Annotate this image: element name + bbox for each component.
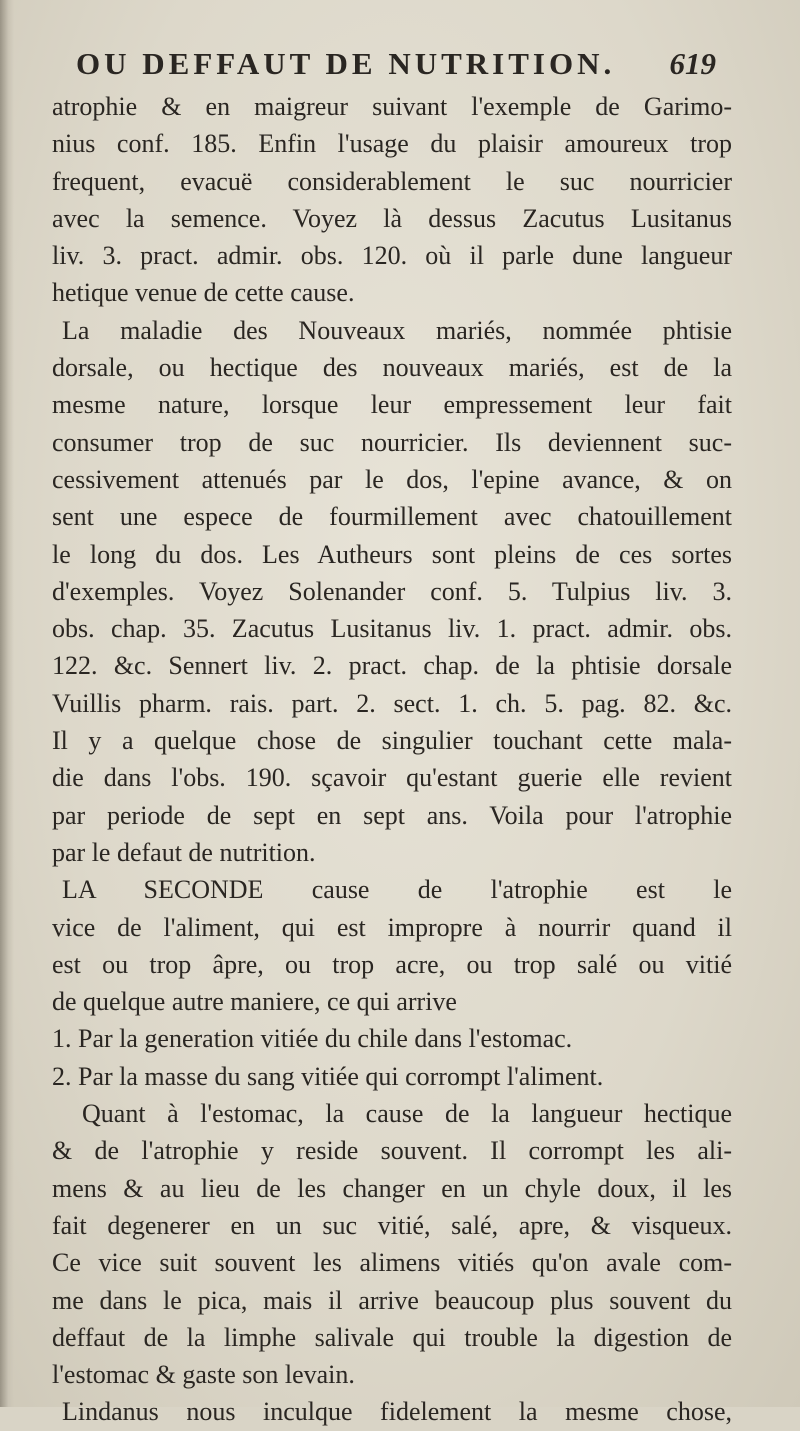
text-line: atrophie & en maigreur suivant l'exemple de Garimo- (52, 92, 732, 121)
text-line: consumer trop de suc nourricier. Ils deviennent suc- (52, 427, 732, 457)
text-line: avec la semence. Voyez là dessus Zacutus Lusitanus (52, 203, 732, 233)
text-line: die dans l'obs. 190. sçavoir qu'estant guerie elle revient (52, 763, 732, 793)
text-line: liv. 3. pract. admir. obs. 120. où il parle dune langueur (52, 241, 732, 271)
text-line: 1. Par la generation vitiée du chile dans l'estomac. (52, 1024, 573, 1054)
text-line: par periode de sept en sept ans. Voila pour l'atrophie (52, 800, 732, 830)
text-line: Lindanus nous inculque fidelement la mesme chose, (62, 1397, 732, 1427)
text-line: 2. Par la masse du sang vitiée qui corrompt l'aliment. (52, 1061, 604, 1091)
text-line: frequent, evacuë considerablement le suc nourricier (52, 166, 732, 196)
text-line: me dans le pica, mais il arrive beaucoup plus souvent du (52, 1285, 732, 1315)
text-line: nius conf. 185. Enfin l'usage du plaisir amoureux trop (52, 129, 732, 159)
running-header (76, 46, 716, 90)
text-line: dorsale, ou hectique des nouveaux mariés, est de la (52, 353, 732, 383)
text-line: deffaut de la limphe salivale qui trouble la digestion de (52, 1322, 732, 1352)
text-line: le long du dos. Les Autheurs sont pleins de ces sortes (52, 539, 732, 569)
running-title: OU DEFFAUT DE NUTRITION. (76, 46, 616, 81)
text-line: l'estomac & gaste son levain. (52, 1360, 355, 1390)
text-line: de quelque autre maniere, ce qui arrive (52, 987, 457, 1017)
text-line: hetique venue de cette cause. (52, 278, 355, 308)
text-line: d'exemples. Voyez Solenander conf. 5. Tulpius liv. 3. (52, 576, 732, 606)
page-gutter-shadow (0, 0, 14, 1407)
text-line: par le defaut de nutrition. (52, 837, 316, 867)
text-line: LA SECONDE cause de l'atrophie est le (62, 875, 732, 905)
text-line: Quant à l'estomac, la cause de la langueur hectique (82, 1099, 732, 1129)
page-number: 619 (669, 46, 716, 81)
text-line: sent une espece de fourmillement avec chatouillement (52, 502, 732, 532)
text-line: mesme nature, lorsque leur empressement leur fait (52, 390, 732, 420)
text-line: est ou trop âpre, ou trop acre, ou trop salé ou vitié (52, 949, 732, 979)
text-line: La maladie des Nouveaux mariés, nommée phtisie (62, 315, 732, 345)
text-line: Ce vice suit souvent les alimens vitiés qu'on avale com- (52, 1248, 732, 1278)
text-line: & de l'atrophie y reside souvent. Il corrompt les ali- (52, 1136, 732, 1166)
text-line: cessivement attenués par le dos, l'epine avance, & on (52, 464, 732, 494)
text-line: fait degenerer en un suc vitié, salé, apre, & visqueux. (52, 1210, 732, 1240)
text-line: Il y a quelque chose de singulier touchant cette mala- (52, 726, 732, 756)
text-line: vice de l'aliment, qui est impropre à nourrir quand il (52, 912, 732, 942)
text-line: Vuillis pharm. rais. part. 2. sect. 1. ch. 5. pag. 82. &c. (52, 688, 732, 718)
text-line: mens & au lieu de les changer en un chyle doux, il les (52, 1173, 732, 1203)
text-line: 122. &c. Sennert liv. 2. pract. chap. de la phtisie dorsale (52, 651, 732, 681)
text-line: obs. chap. 35. Zacutus Lusitanus liv. 1. pract. admir. obs. (52, 614, 732, 644)
text-block (52, 88, 732, 1431)
